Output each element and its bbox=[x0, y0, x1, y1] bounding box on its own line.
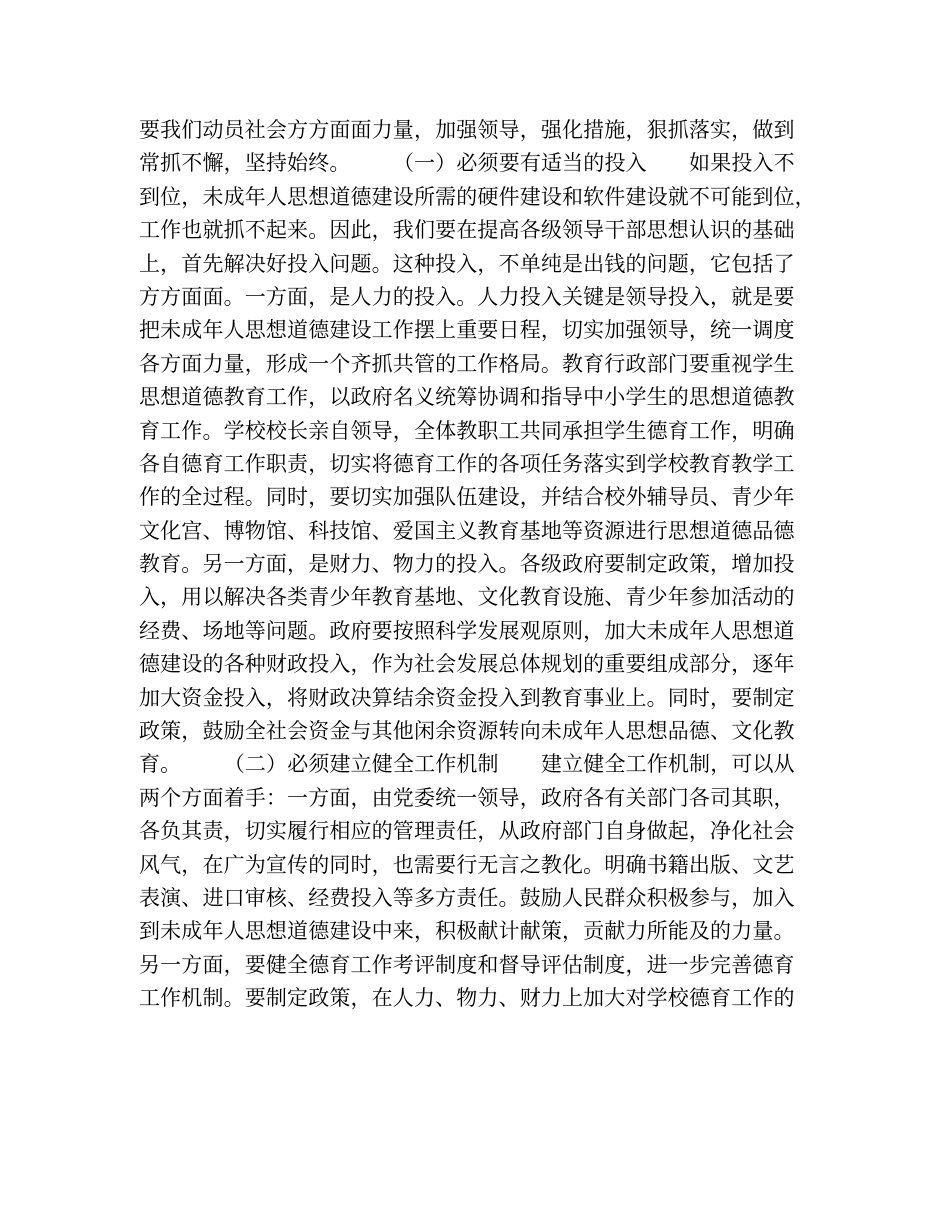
text-line: 两个方面着手：一方面，由党委统一领导，政府各有关部门各司其职， bbox=[139, 785, 795, 810]
text-line: 方方面面。一方面，是人力的投入。人力投入关键是领导投入，就是要 bbox=[139, 284, 795, 309]
text-line: 教育。另一方面，是财力、物力的投入。各级政府要制定政策，增加投 bbox=[139, 552, 795, 577]
text-line: 入，用以解决各类青少年教育基地、文化教育设施、青少年参加活动的 bbox=[139, 585, 795, 610]
text-line: 常抓不懈，坚持始终。 （一）必须要有适当的投入 如果投入不 bbox=[139, 151, 795, 176]
text-line: 作的全过程。同时，要切实加强队伍建设，并结合校外辅导员、青少年 bbox=[139, 485, 795, 510]
text-line: 工作机制。要制定政策，在人力、物力、财力上加大对学校德育工作的 bbox=[139, 986, 795, 1011]
text-line: 把未成年人思想道德建设工作摆上重要日程，切实加强领导，统一调度 bbox=[139, 318, 795, 343]
text-line: 育工作。学校校长亲自领导，全体教职工共同承担学生德育工作，明确 bbox=[139, 418, 795, 443]
text-line: 文化宫、博物馆、科技馆、爱国主义教育基地等资源进行思想道德品德 bbox=[139, 518, 795, 543]
text-line: 风气，在广为宣传的同时，也需要行无言之教化。明确书籍出版、文艺 bbox=[139, 852, 795, 877]
text-line: 另一方面，要健全德育工作考评制度和督导评估制度，进一步完善德育 bbox=[139, 952, 795, 977]
text-line: 经费、场地等问题。政府要按照科学发展观原则，加大未成年人思想道 bbox=[139, 618, 795, 643]
text-line: 各方面力量，形成一个齐抓共管的工作格局。教育行政部门要重视学生 bbox=[139, 351, 795, 376]
text-line: 政策，鼓励全社会资金与其他闲余资源转向未成年人思想品德、文化教 bbox=[139, 719, 795, 744]
body-paragraph bbox=[139, 114, 839, 1016]
text-line: 加大资金投入，将财政决算结余资金投入到教育事业上。同时，要制定 bbox=[139, 685, 795, 710]
text-line: 表演、进口审核、经费投入等多方责任。鼓励人民群众积极参与，加入 bbox=[139, 885, 795, 910]
text-line: 各负其责，切实履行相应的管理责任，从政府部门自身做起，净化社会 bbox=[139, 819, 795, 844]
text-line: 到位，未成年人思想道德建设所需的硬件建设和软件建设就不可能到位， bbox=[139, 184, 816, 209]
text-line: 育。 （二）必须建立健全工作机制 建立健全工作机制，可以从 bbox=[139, 752, 795, 777]
text-line: 要我们动员社会方方面面力量，加强领导，强化措施，狠抓落实，做到 bbox=[139, 118, 795, 142]
text-line: 工作也就抓不起来。因此，我们要在提高各级领导干部思想认识的基础 bbox=[139, 218, 795, 243]
text-line: 各自德育工作职责，切实将德育工作的各项任务落实到学校教育教学工 bbox=[139, 451, 795, 476]
text-line: 到未成年人思想道德建设中来，积极献计献策，贡献力所能及的力量。 bbox=[139, 919, 795, 944]
text-line: 上，首先解决好投入问题。这种投入，不单纯是出钱的问题，它包括了 bbox=[139, 251, 795, 276]
text-line: 思想道德教育工作，以政府名义统筹协调和指导中小学生的思想道德教 bbox=[139, 385, 795, 410]
text-line: 德建设的各种财政投入，作为社会发展总体规划的重要组成部分，逐年 bbox=[139, 652, 795, 677]
